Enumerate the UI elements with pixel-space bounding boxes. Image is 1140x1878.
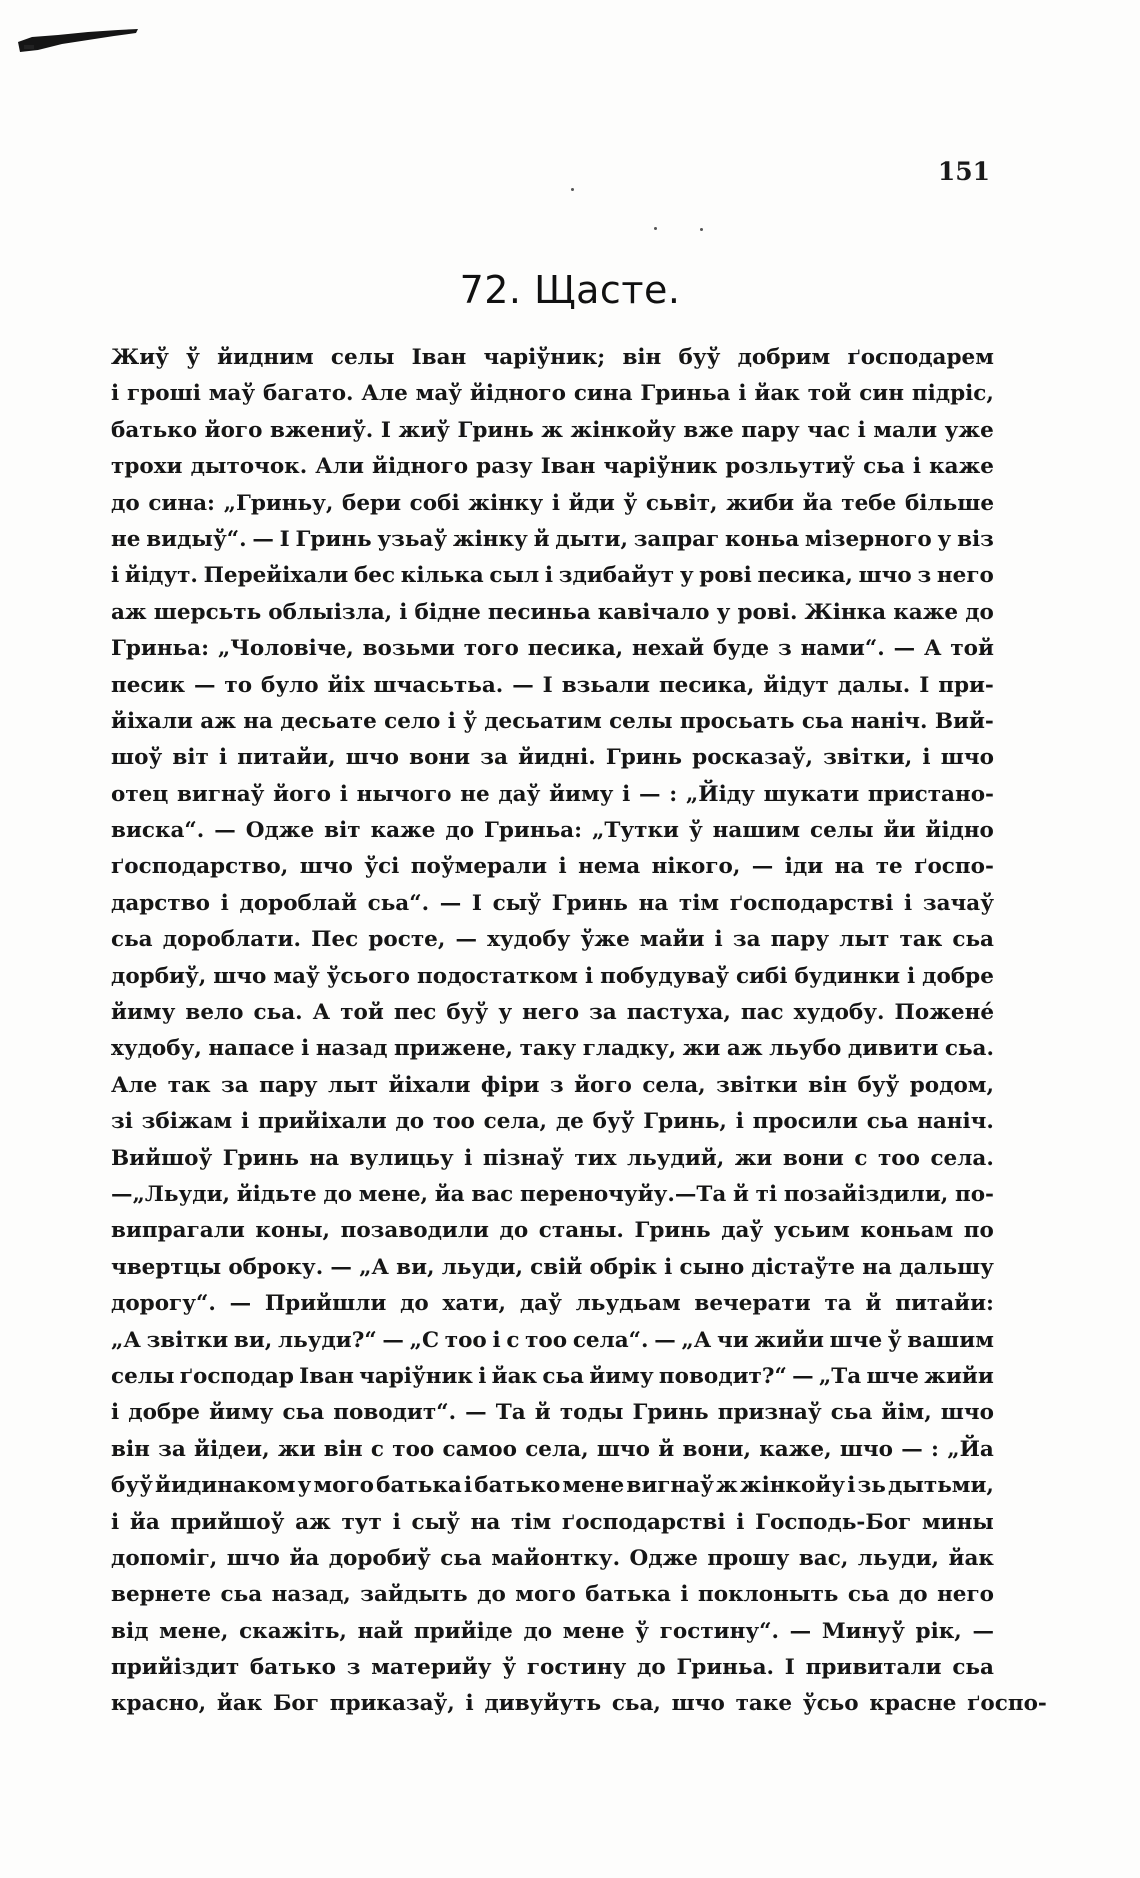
page-number: 151 <box>937 157 990 186</box>
body-text <box>111 340 1047 1723</box>
text-line: —„Льуди, йідьте до мене, йа вас переночуйу.—Та й ті позайіздили, по- <box>111 1181 994 1207</box>
text-line: і добре йиму сьа поводит“. — Та й тоды Гринь признаў сьа йім, шчо <box>111 1400 994 1426</box>
text-line: селы ґосподар Іван чаріўник і йак сьа йиму поводит?“ — „Та шче жийи <box>111 1363 994 1389</box>
text-line: шоў віт і питайи, шчо вони за йидні. Гринь росказаў, звітки, і шчо <box>111 745 994 771</box>
text-line: чвертцы оброку. — „А ви, льуди, свій обрік і сыно дістаўте на дальшу <box>111 1254 994 1280</box>
text-line: прийіздит батько з материйу ў гостину до Гриньа. І привитали сьа <box>111 1655 994 1681</box>
text-line: батько його вжениў. І жиў Гринь ж жінкойу вже пару час і мали уже <box>111 417 994 443</box>
text-line: красно, йак Бог приказаў, і дивуйуть сьа, шчо таке ўсьо красне ґоспо- <box>111 1691 1047 1717</box>
text-line: трохи дыточок. Али йідного разу Іван чаріўник розльутиў сьа і каже <box>111 454 994 480</box>
text-line: випрагали коны, позаводили до станы. Гринь даў усьим коньам по <box>111 1218 994 1244</box>
text-line: допоміг, шчо йа доробиў сьа майонтку. Одже прошу вас, льуди, йак <box>111 1545 994 1571</box>
text-line: до сина: „Гриньу, бери собі жінку і йди ў сьвіт, жиби йа тебе більше <box>111 490 994 516</box>
text-line: і гроші маў багато. Але маў йідного сина Гриньа і йак той син підріс, <box>111 381 994 407</box>
section-title: 72. Щасте. <box>459 268 681 312</box>
text-line: від мене, скажіть, най прийіде до мене ў гостину“. — Минуў рік, — <box>111 1618 994 1644</box>
text-line: не видыў“. — І Гринь узьаў жінку й дыти, запраг коньа мізерного у віз <box>111 526 994 552</box>
text-line: йіхали аж на десьате село і ў десьатим селы просьать сьа наніч. Вий- <box>111 708 994 734</box>
text-line: буў йидинаком у мого батька і батько мене вигнаў ж жінкойу і зь дытьми, <box>111 1473 994 1499</box>
print-speck <box>654 227 657 230</box>
text-line: Жиў ў йидним селы Іван чаріўник; він буў добрим ґосподарем <box>111 345 994 370</box>
text-line: вернете сьа назад, зайдыть до мого батька і поклоныть сьа до него <box>111 1582 994 1608</box>
text-line: йиму вело сьа. А той пес буў у него за пастуха, пас худобу. Поженé <box>111 1000 994 1026</box>
text-line: песик — то було йіх шчасьтьа. — І взьали песика, йідут далы. І при- <box>111 672 994 698</box>
text-line: худобу, напасе і назад прижене, таку гладку, жи аж льубо дивити сьа. <box>111 1036 994 1062</box>
text-line: він за йідеи, жи він с тоо самоо села, шчо й вони, каже, шчо — : „Йа <box>111 1436 994 1462</box>
print-speck <box>571 188 574 191</box>
text-line: виска“. — Одже віт каже до Гриньа: „Тутки ў нашим селы йи йідно <box>111 818 994 844</box>
text-line: дорбиў, шчо маў ўсього подостатком і побудуваў сибі будинки і добре <box>111 963 994 989</box>
text-line: Гриньа: „Чоловіче, возьми того песика, нехай буде з нами“. — А той <box>111 636 994 662</box>
text-line: „А звітки ви, льуди?“ — „С тоо і с тоо села“. — „А чи жийи шче ў вашим <box>111 1327 994 1353</box>
text-line: аж шерсьть облыізла, і бідне песиньа кавічало у рові. Жінка каже до <box>111 599 994 625</box>
text-line: Вийшоў Гринь на вулицьу і пізнаў тих льудий, жи вони с тоо села. <box>111 1145 994 1171</box>
text-line: ґосподарство, шчо ўсі поўмерали і нема нікого, — іди на те ґоспо- <box>111 854 994 880</box>
text-line: дарство і дороблай сьа“. — І сыў Гринь на тім ґосподарстві і зачаў <box>111 890 994 916</box>
text-line: зі збіжам і прийіхали до тоо села, де буў Гринь, і просили сьа наніч. <box>111 1109 994 1135</box>
print-speck <box>700 228 703 231</box>
text-line: отец вигнаў його і нычого не даў йиму і — : „Йіду шукати пристано- <box>111 781 994 807</box>
text-line: сьа дороблати. Пес росте, — худобу ўже майи і за пару лыт так сьа <box>111 927 994 953</box>
text-line: і йа прийшоў аж тут і сыў на тім ґосподарстві і Господь-Бог мины <box>111 1509 994 1535</box>
text-line: і йідут. Перейіхали бес кілька сыл і здибайут у рові песика, шчо з него <box>111 563 994 589</box>
print-smudge-mark <box>18 28 138 54</box>
text-line: дорогу“. — Прийшли до хати, даў льудьам вечерати та й питайи: <box>111 1291 994 1317</box>
text-line: Але так за пару лыт йіхали фіри з його села, звітки він буў родом, <box>111 1072 994 1098</box>
